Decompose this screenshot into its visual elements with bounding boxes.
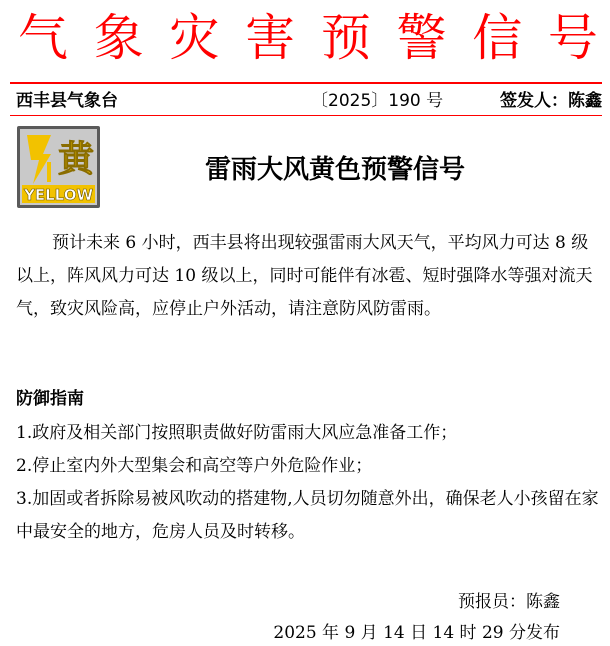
- document-number: 〔2025〕190 号: [311, 91, 444, 111]
- issue-datetime: 2025 年 9 月 14 日 14 时 29 分发布: [273, 623, 560, 643]
- guidance-item: 1.政府及相关部门按照职责做好防雷雨大风应急准备工作；: [16, 423, 458, 443]
- masthead-char: 害: [245, 9, 296, 67]
- document-info-line: [16, 89, 602, 113]
- masthead-char: 灾: [169, 9, 220, 67]
- masthead-char: 预: [320, 9, 371, 67]
- guidance-list: [16, 417, 602, 549]
- masthead-char: 信: [472, 9, 523, 67]
- icon-label: YELLOW: [24, 186, 93, 204]
- guidance-item: 3.加固或者拆除易被风吹动的搭建物,人员切勿随意外出，确保老人小孩留在家中最安全的地方，危房人员及时转移。: [16, 489, 599, 542]
- masthead-char: 象: [93, 9, 144, 67]
- signer: 签发人：陈鑫: [500, 91, 602, 111]
- signal-title: 雷雨大风黄色预警信号: [204, 155, 465, 185]
- masthead-char: 气: [18, 9, 68, 67]
- masthead-char: 号: [547, 9, 598, 67]
- forecaster: 预报员：陈鑫: [458, 592, 560, 612]
- issuer-name: 西丰县气象台: [16, 91, 118, 111]
- warning-body-text: 预计未来 6 小时，西丰县将出现较强雷雨大风天气，平均风力可达 8 级以上，阵风风力可达 10 级以上，同时可能伴有冰雹、短时强降水等强对流天气，致灾风险高，应停止户外活动，请注意防风防雷雨。: [16, 233, 593, 319]
- guidance-heading: 防御指南: [16, 389, 84, 409]
- masthead-title: [18, 6, 598, 70]
- header-rule-top: [10, 82, 602, 84]
- guidance-item: 2.停止室内外大型集会和高空等户外危险作业；: [16, 456, 373, 476]
- icon-character: 黄: [57, 139, 95, 180]
- header-rule-bottom: [10, 115, 602, 116]
- masthead-char: 警: [396, 9, 447, 67]
